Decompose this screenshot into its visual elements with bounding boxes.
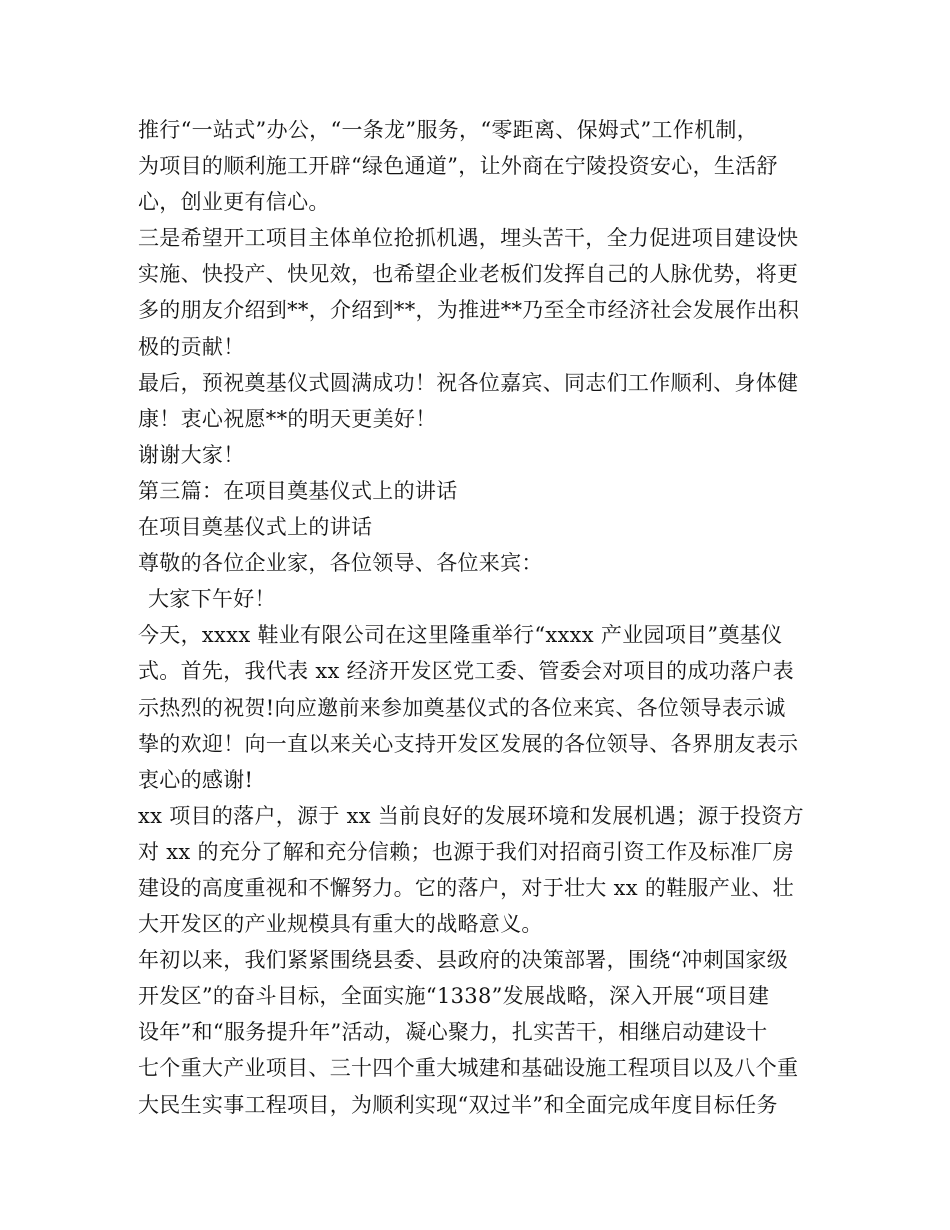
text-line: 大民生实事工程项目，为顺利实现“双过半”和全面完成年度目标任务 [138,1092,778,1117]
salutation: 尊敬的各位企业家，各位领导、各位来宾： [138,551,543,576]
text-line: 康！衷心祝愿**的明天更美好！ [138,406,437,431]
text-line: xx 项目的落户，源于 xx 当前良好的发展环境和发展机遇；源于投资方 [138,803,804,828]
text-line: 实施、快投产、快见效，也希望企业老板们发挥自己的人脉优势，将更 [138,262,799,287]
text-line: 开发区”的奋斗目标，全面实施“1338”发展战略，深入开展“项目建 [138,984,770,1009]
text-line: 建设的高度重视和不懈努力。它的落户，对于壮大 xx 的鞋服产业、壮 [138,875,794,900]
text-line: 年初以来，我们紧紧围绕县委、县政府的决策部署，围绕“冲刺国家级 [138,948,789,973]
text-line: 推行“一站式”办公，“一条龙”服务，“零距离、保姆式”工作机制， [138,118,759,142]
text-line: 三是希望开工项目主体单位抢抓机遇，埋头苦干，全力促进项目建设快 [138,226,799,251]
text-line: 对 xx 的充分了解和充分信赖；也源于我们对招商引资工作及标准厂房 [138,839,794,864]
text-line: 多的朋友介绍到**，介绍到**，为推进**乃至全市经济社会发展作出积 [138,298,800,323]
speech-title: 在项目奠基仪式上的讲话 [138,515,373,540]
text-line: 心，创业更有信心。 [138,190,330,215]
text-line: 为项目的顺利施工开辟“绿色通道”，让外商在宁陵投资安心，生活舒 [138,154,778,179]
text-line: 大开发区的产业规模具有重大的战略意义。 [138,912,543,937]
text-line: 七个重大产业项目、三十四个重大城建和基础设施工程项目以及八个重 [138,1056,799,1081]
text-line: 谢谢大家！ [138,442,245,467]
section-heading: 第三篇：在项目奠基仪式上的讲话 [138,478,458,503]
text-line: 今天，xxxx 鞋业有限公司在这里隆重举行“xxxx 产业园项目”奠基仪 [138,623,783,648]
text-line: 衷心的感谢! [138,767,254,792]
text-line: 挚的欢迎！向一直以来关心支持开发区发展的各位领导、各界朋友表示 [138,731,799,756]
greeting: 大家下午好！ [148,587,276,612]
text-line: 式。首先，我代表 xx 经济开发区党工委、管委会对项目的成功落户表 [138,659,794,684]
text-line: 示热烈的祝贺!向应邀前来参加奠基仪式的各位来宾、各位领导表示诚 [138,695,786,720]
text-line: 设年”和“服务提升年”活动，凝心聚力，扎实苦干，相继启动建设十 [138,1020,768,1045]
document-body [138,112,818,1123]
text-line: 最后，预祝奠基仪式圆满成功！祝各位嘉宾、同志们工作顺利、身体健 [138,370,799,395]
text-line: 极的贡献！ [138,334,245,359]
